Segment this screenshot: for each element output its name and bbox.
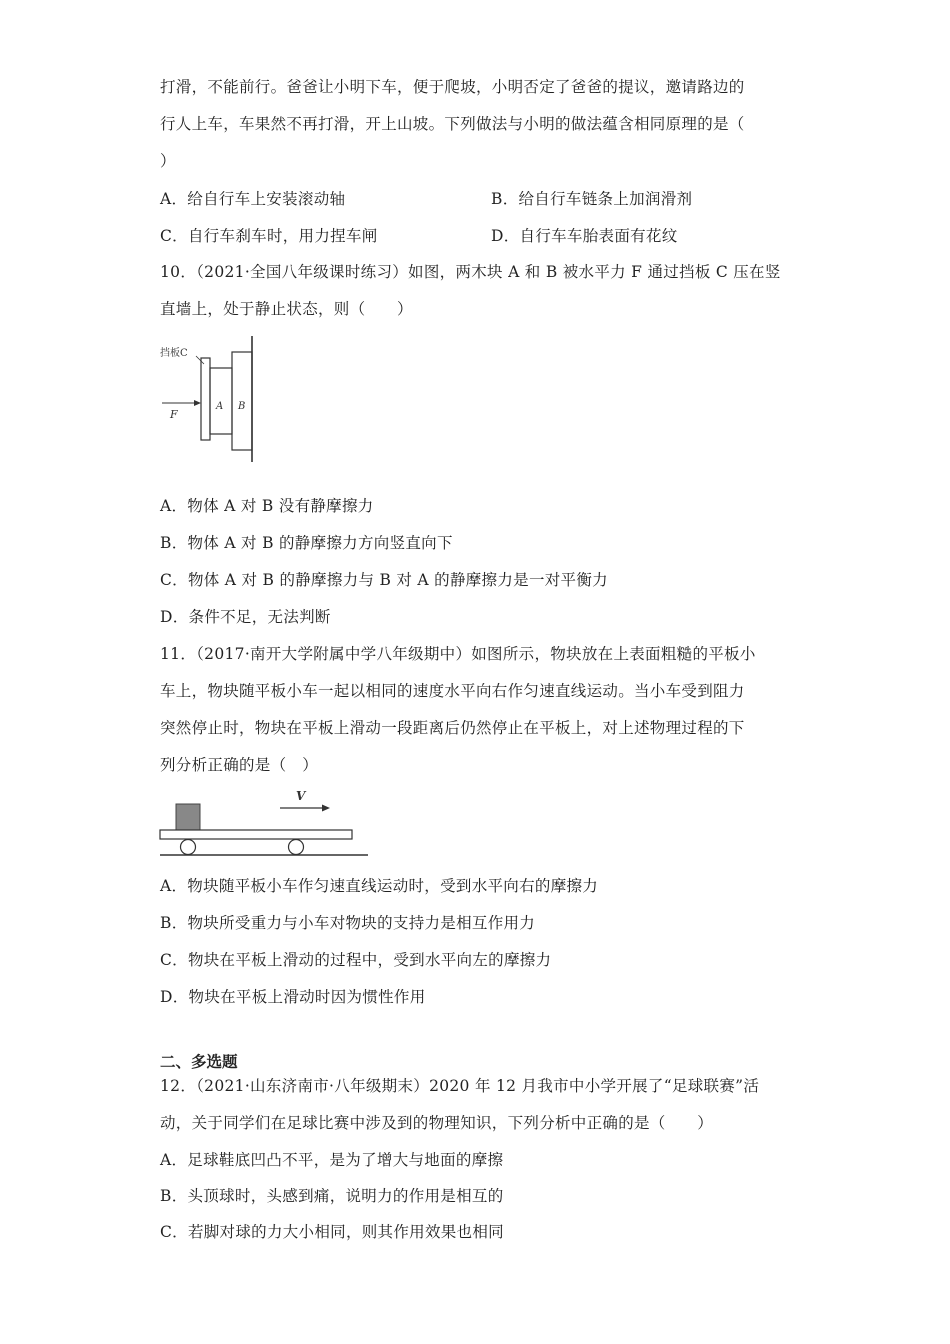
q9-stem-line-3: ） [160,152,176,170]
block-b-label: B [238,401,246,412]
q10-stem-line-1: 10．（2021·全国八年级课时练习）如图，两木块 A 和 B 被水平力 F 通过挡板 C 压在竖 [160,263,781,281]
cart-board [160,830,352,839]
q10-stem-line-2: 直墙上，处于静止状态，则（ ） [160,300,413,318]
block [176,804,200,830]
q11-stem-line-3: 突然停止时，物块在平板上滑动一段距离后仍然停止在平板上，对上述物理过程的下 [160,719,745,737]
q11-option-b: B．物块所受重力与小车对物块的支持力是相互作用力 [160,914,536,932]
q9-option-a: A．给自行车上安装滚动轴 [160,190,346,208]
q11-option-d: D．物块在平板上滑动时因为惯性作用 [160,988,426,1006]
board-c [201,358,210,440]
q11-option-a: A．物块随平板小车作匀速直线运动时，受到水平向右的摩擦力 [160,877,599,895]
q9-option-c: C．自行车刹车时，用力捏车闸 [160,227,378,245]
q9-option-d: D．自行车车胎表面有花纹 [491,227,678,245]
q12-option-a: A．足球鞋底凹凸不平，是为了增大与地面的摩擦 [160,1151,504,1169]
q10-option-a: A．物体 A 对 B 没有静摩擦力 [160,497,374,515]
q10-figure [160,330,270,465]
board-c-label: 挡板C [160,348,188,359]
wheel-left [181,840,196,855]
q10-option-d: D．条件不足，无法判断 [160,608,331,626]
q11-option-c: C．物块在平板上滑动的过程中，受到水平向左的摩擦力 [160,951,552,969]
q9-option-b: B．给自行车链条上加润滑剂 [491,190,693,208]
force-f-label: F [170,408,178,421]
q12-stem-line-1: 12．（2021·山东济南市·八年级期末）2020 年 12 月我市中小学开展了“足球联赛”活 [160,1077,760,1095]
wheel-right [289,840,304,855]
velocity-label: V [296,789,306,803]
q12-stem-line-2: 动，关于同学们在足球比赛中涉及到的物理知识，下列分析中正确的是（ ） [160,1114,714,1132]
q10-option-c: C．物体 A 对 B 的静摩擦力与 B 对 A 的静摩擦力是一对平衡力 [160,571,608,589]
board-label-leader [196,356,204,364]
q12-option-b: B．头顶球时，头感到痛，说明力的作用是相互的 [160,1187,504,1205]
q12-option-c: C．若脚对球的力大小相同，则其作用效果也相同 [160,1223,504,1241]
section-title-multiple-choice: 二、多选题 [160,1053,238,1071]
q9-stem-line-2: 行人上车，车果然不再打滑，开上山坡。下列做法与小明的做法蕴含相同原理的是（ [160,115,745,133]
q11-stem-line-1: 11．（2017·南开大学附属中学八年级期中）如图所示，物块放在上表面粗糙的平板小 [160,645,756,663]
q11-figure [158,782,372,862]
q11-stem-line-2: 车上，物块随平板小车一起以相同的速度水平向右作匀速直线运动。当小车受到阻力 [160,682,745,700]
q11-stem-line-4: 列分析正确的是（ ） [160,756,319,774]
force-arrowhead [194,400,201,406]
q9-stem-line-1: 打滑，不能前行。爸爸让小明下车，便于爬坡，小明否定了爸爸的提议，邀请路边的 [160,78,745,96]
block-a-label: A [216,401,224,412]
velocity-arrowhead [322,805,330,812]
q10-option-b: B．物体 A 对 B 的静摩擦力方向竖直向下 [160,534,453,552]
